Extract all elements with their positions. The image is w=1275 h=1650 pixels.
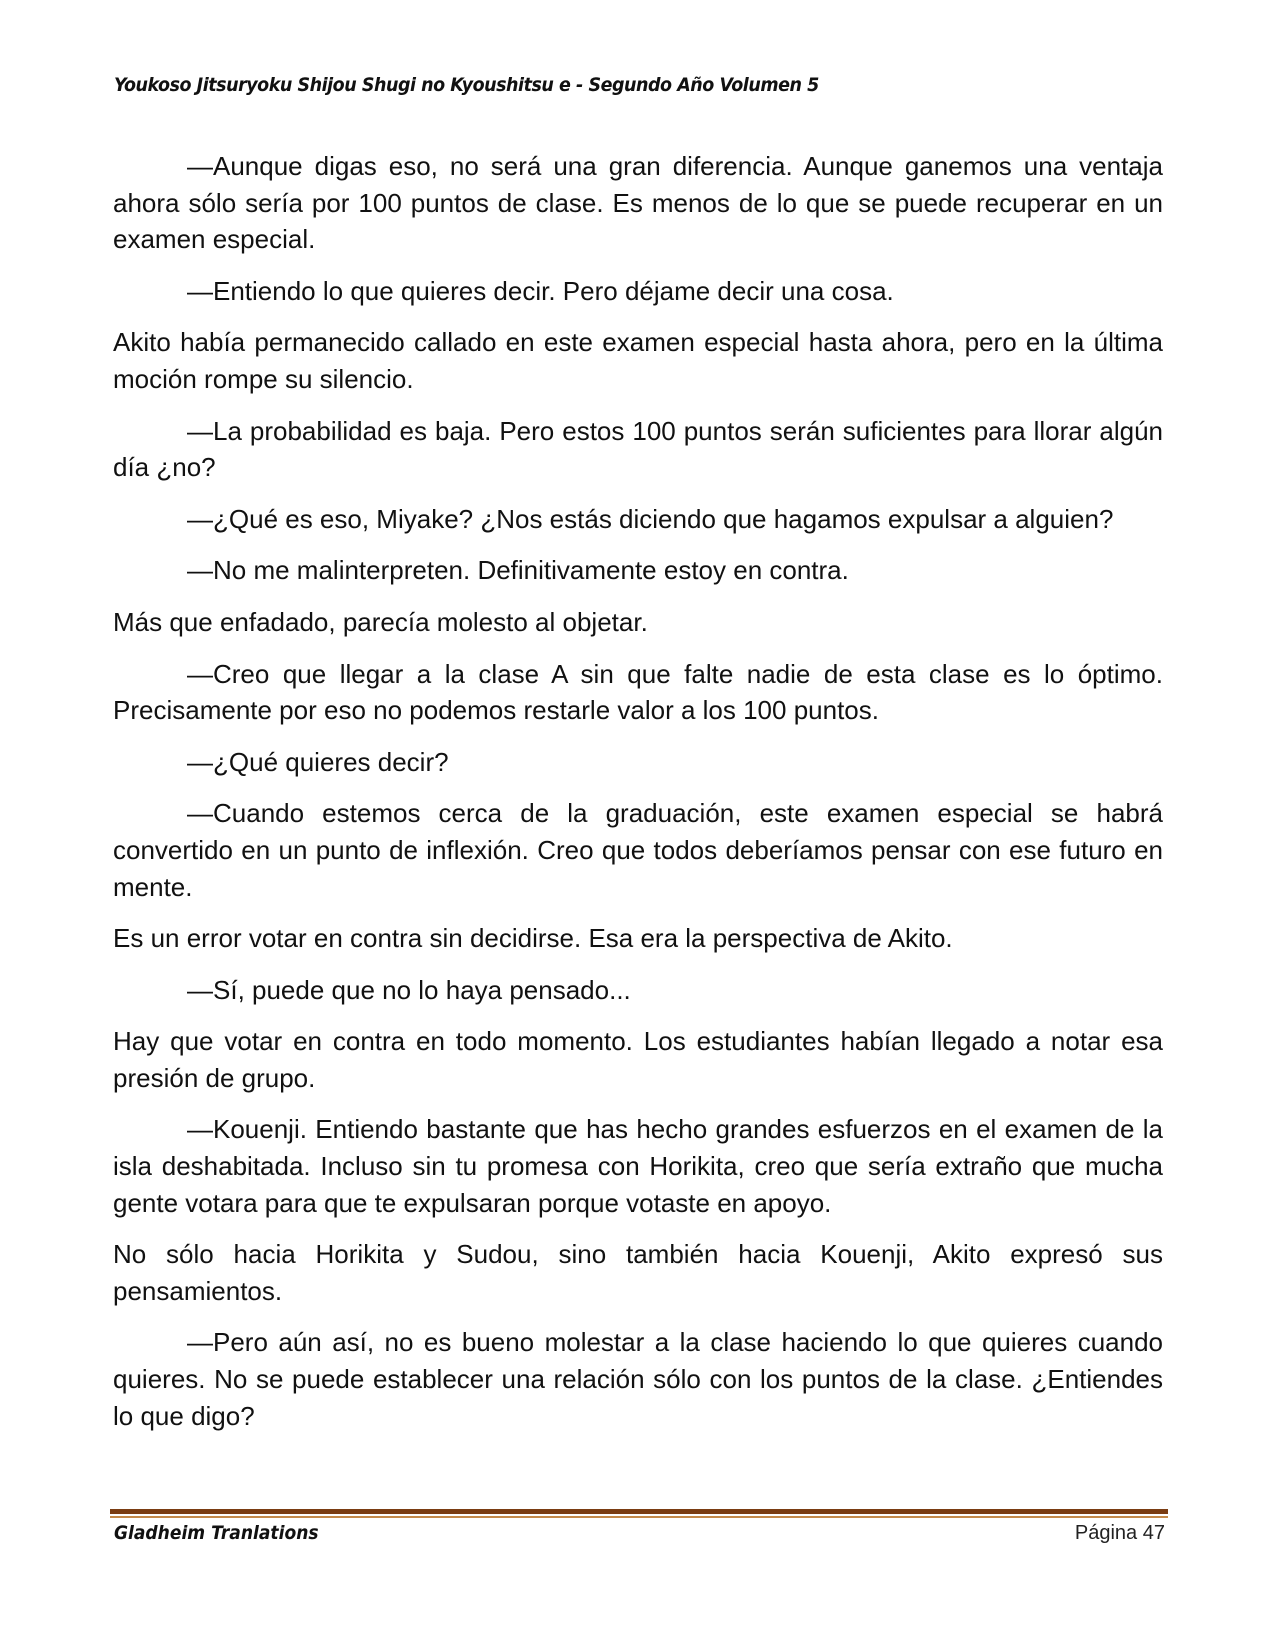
dialogue-paragraph: —Entiendo lo que quieres decir. Pero déjame decir una cosa. bbox=[187, 275, 894, 306]
narration-paragraph: Akito había permanecido callado en este examen especial hasta ahora, pero en la última moción rompe su silencio. bbox=[113, 327, 1163, 394]
dialogue-paragraph: —Sí, puede que no lo haya pensado... bbox=[187, 974, 631, 1005]
footer-rule bbox=[110, 1509, 1168, 1514]
page-label: Página bbox=[1074, 1522, 1138, 1544]
dialogue-paragraph: —Cuando estemos cerca de la graduación, este examen especial se habrá convertido en un punto de inflexión. Creo que todos deberíamos pensar con ese futuro en mente. bbox=[113, 798, 1163, 902]
dialogue-paragraph: —¿Qué quieres decir? bbox=[187, 746, 449, 777]
dialogue-paragraph: —Kouenji. Entiendo bastante que has hecho grandes esfuerzos en el examen de la isla deshabitada. Incluso sin tu promesa con Horikita, creo que sería extraño que mucha gente votara para que te expulsaran porque votaste en apoyo. bbox=[113, 1114, 1163, 1218]
footer-rule-thin bbox=[110, 1516, 1168, 1518]
running-header: Youkoso Jitsuryoku Shijou Shugi no Kyoushitsu e - Segundo Año Volumen 5 bbox=[114, 74, 819, 96]
dialogue-paragraph: —¿Qué es eso, Miyake? ¿Nos estás diciendo que hagamos expulsar a alguien? bbox=[187, 503, 1114, 534]
page-number-value: 47 bbox=[1142, 1522, 1165, 1544]
narration-paragraph: No sólo hacia Horikita y Sudou, sino también hacia Kouenji, Akito expresó sus pensamientos. bbox=[113, 1239, 1163, 1306]
dialogue-paragraph: —Creo que llegar a la clase A sin que falte nadie de esta clase es lo óptimo. Precisamente por eso no podemos restarle valor a los 100 puntos. bbox=[113, 658, 1163, 726]
narration-paragraph: Más que enfadado, parecía molesto al objetar. bbox=[113, 606, 648, 637]
narration-paragraph: Es un error votar en contra sin decidirse. Esa era la perspectiva de Akito. bbox=[113, 923, 953, 954]
dialogue-paragraph: —La probabilidad es baja. Pero estos 100 puntos serán suficientes para llorar algún día ¿no? bbox=[113, 415, 1163, 483]
dialogue-paragraph: —Aunque digas eso, no será una gran diferencia. Aunque ganemos una ventaja ahora sólo sería por 100 puntos de clase. Es menos de lo que se puede recuperar en un examen especial. bbox=[113, 151, 1163, 255]
dialogue-paragraph: —No me malinterpreten. Definitivamente estoy en contra. bbox=[187, 555, 849, 586]
dialogue-paragraph: —Pero aún así, no es bueno molestar a la clase haciendo lo que quieres cuando quieres. No se puede establecer una relación sólo con los puntos de la clase. ¿Entiendes lo que digo? bbox=[113, 1327, 1163, 1431]
page-body bbox=[113, 148, 1163, 1449]
page-number bbox=[1075, 1522, 1165, 1545]
footer-publisher: Gladheim Tranlations bbox=[114, 1522, 319, 1544]
narration-paragraph: Hay que votar en contra en todo momento. Los estudiantes habían llegado a notar esa presión de grupo. bbox=[113, 1026, 1163, 1093]
